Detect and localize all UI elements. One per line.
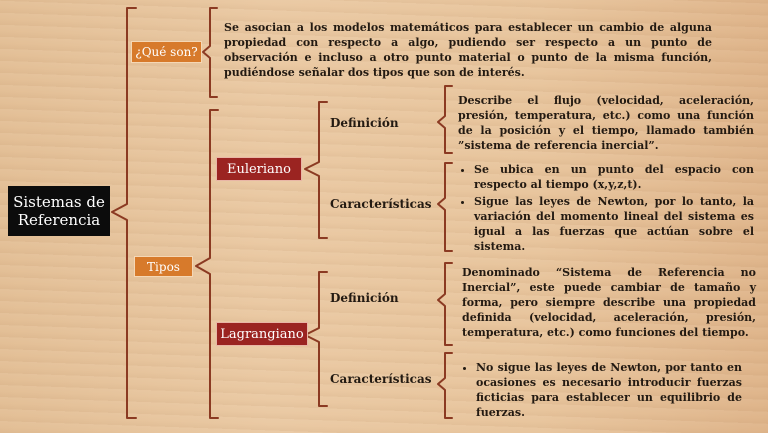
lag-definicion-label: Definición bbox=[330, 291, 399, 305]
eul-car-brace bbox=[438, 163, 452, 251]
tipos-label: Tipos bbox=[147, 259, 180, 274]
lag-caracteristica-1: • No sigue las leyes de Newton, por tanto en ocasiones es necesario introducir fuerzas ficticias para establecer un equilibrio de fuerzas. bbox=[476, 360, 742, 420]
eul-caracteristica-1: • Se ubica en un punto del espacio con respecto al tiempo (x,y,z,t). bbox=[474, 162, 754, 192]
lagrangiano-node bbox=[216, 322, 308, 346]
euleriano-brace bbox=[305, 102, 327, 238]
eul-definicion-label: Definición bbox=[330, 116, 399, 130]
main-brace bbox=[112, 8, 136, 418]
eul-caracteristicas-list bbox=[458, 162, 754, 256]
root-node bbox=[8, 186, 110, 236]
que-son-node bbox=[131, 41, 202, 63]
que-son-text: Se asocian a los modelos matemáticos para establecer un cambio de alguna propiedad con respecto a algo, pudiendo ser respecto a un punto de observación e incluso a otro punto material o punto de la misma función, pudiéndose señalar dos tipos que son de interés. bbox=[224, 21, 712, 79]
euleriano-node bbox=[216, 157, 302, 181]
tipos-brace bbox=[196, 110, 218, 418]
eul-caracteristicas-label: Características bbox=[330, 197, 432, 211]
tipos-node bbox=[134, 256, 193, 277]
root-line2: Referencia bbox=[17, 211, 101, 229]
lag-def-brace bbox=[438, 263, 452, 345]
lagrangiano-label: Lagrangiano bbox=[220, 326, 304, 342]
lagrangiano-brace bbox=[305, 272, 327, 406]
lag-caracteristicas-label: Características bbox=[330, 372, 432, 386]
eul-caracteristica-2: • Sigue las leyes de Newton, por lo tanto, la variación del momento lineal del sistema es igual a las fuerzas que actúan sobre el sistema. bbox=[474, 194, 754, 254]
eul-definicion-text: Describe el flujo (velocidad, aceleración, presión, temperatura, etc.) como una función de la posición y el tiempo, llamado también ”sistema de referencia inercial”. bbox=[458, 94, 754, 152]
euleriano-label: Euleriano bbox=[226, 161, 292, 177]
eul-def-brace bbox=[438, 86, 452, 153]
que-son-label: ¿Qué son? bbox=[135, 45, 198, 59]
que-son-brace bbox=[203, 8, 217, 97]
lag-caracteristicas-list bbox=[460, 360, 742, 422]
lag-definicion-text: Denominado “Sistema de Referencia no Inercial”, este puede cambiar de tamaño y forma, pero siempre describe una propiedad definida (velocidad, aceleración, presión, temperatura, etc.) como funciones del tiempo. bbox=[462, 266, 756, 339]
lag-car-brace bbox=[438, 353, 452, 418]
root-line1: Sistemas de bbox=[13, 193, 105, 211]
